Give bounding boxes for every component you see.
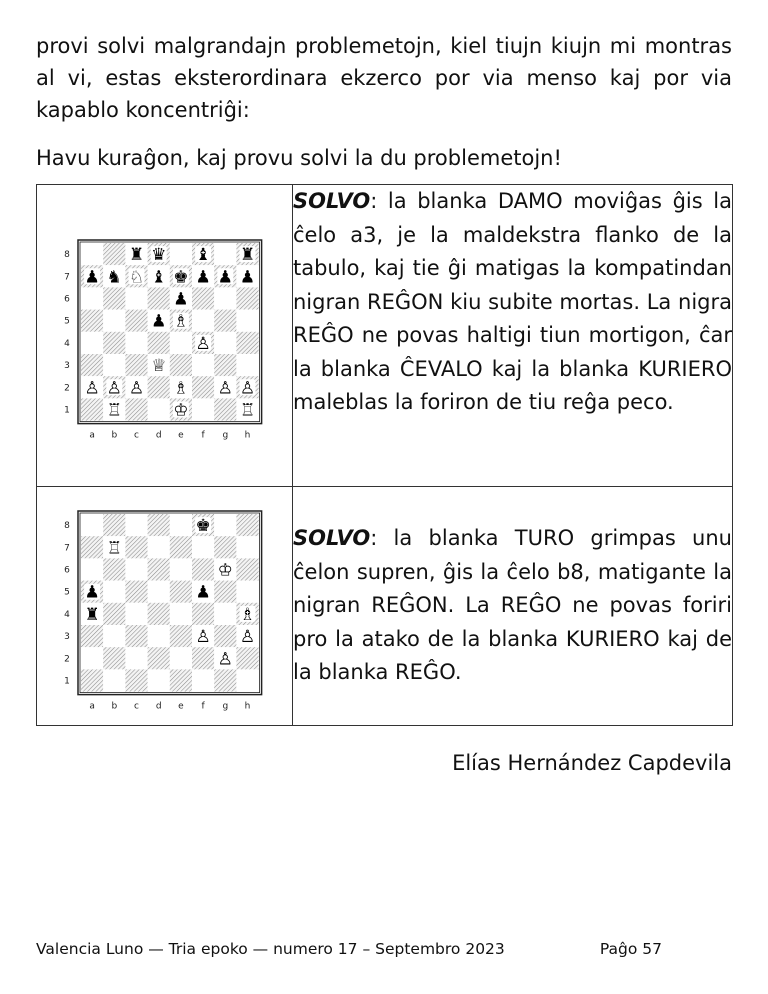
chess-piece-icon: ♟ [84, 582, 100, 603]
board-square [170, 581, 192, 603]
board-square [214, 603, 236, 625]
board-square [170, 558, 192, 580]
chess-board-2 [37, 487, 292, 712]
board-square [192, 536, 214, 558]
board-square [81, 669, 103, 691]
board-square [148, 287, 170, 309]
board-square [214, 354, 236, 376]
chess-piece-icon: ♚ [173, 267, 189, 288]
file-label: d [155, 701, 162, 712]
board-square [103, 332, 125, 354]
board-square [236, 332, 258, 354]
chess-piece-icon: ♙ [217, 378, 233, 399]
rank-label: 8 [64, 521, 70, 532]
chess-piece-icon: ♟ [173, 289, 189, 310]
page-footer [36, 938, 662, 960]
rank-label: 3 [64, 361, 70, 372]
board-square [214, 536, 236, 558]
chess-piece-icon: ♗ [239, 604, 256, 625]
board-square [214, 514, 236, 536]
board-square [148, 332, 170, 354]
chess-piece-icon: ♟ [217, 267, 233, 288]
chess-piece-icon: ♙ [195, 333, 211, 354]
chess-piece-icon: ♟ [195, 267, 211, 288]
board-square [236, 581, 258, 603]
chess-piece-icon: ♙ [106, 378, 122, 399]
file-label: g [222, 430, 229, 441]
footer-publication: Valencia Luno — Tria epoko — numero 17 – Septembro 2023 [36, 940, 505, 958]
problem-row-1 [37, 185, 733, 487]
board-square [192, 310, 214, 332]
rank-label: 4 [64, 609, 70, 620]
file-label: f [201, 701, 205, 712]
board-square [170, 625, 192, 647]
chess-piece-icon: ♙ [217, 649, 233, 670]
file-label: a [89, 701, 95, 712]
board-square [170, 514, 192, 536]
board-square [125, 398, 147, 420]
board-square [148, 581, 170, 603]
board-square [81, 310, 103, 332]
problems-table [36, 184, 733, 726]
board-square [148, 647, 170, 669]
board-square [148, 514, 170, 536]
board-square [125, 310, 147, 332]
board-square [148, 603, 170, 625]
board-square [103, 625, 125, 647]
board-square [125, 354, 147, 376]
board-square [148, 625, 170, 647]
board-square [125, 536, 147, 558]
problem-row-2 [37, 487, 733, 726]
rank-label: 2 [64, 383, 70, 394]
board-cell-2 [37, 487, 293, 726]
board-square [125, 603, 147, 625]
board-square [148, 536, 170, 558]
chess-piece-icon: ♙ [84, 378, 100, 399]
rank-label: 7 [64, 272, 70, 283]
board-square [192, 669, 214, 691]
intro-paragraph: provi solvi malgrandajn problemetojn, kiel tiujn kiujn mi montras al vi, estas eksterordinara ekzerco por via menso kaj por via kapablo koncentriĝi: [36, 34, 732, 122]
rank-label: 6 [64, 294, 70, 305]
board-square [103, 287, 125, 309]
file-label: h [244, 430, 251, 441]
file-label: h [244, 701, 251, 712]
intro-challenge: Havu kuraĝon, kaj provu solvi la du problemetojn! [36, 146, 562, 170]
chess-piece-icon: ♙ [239, 627, 256, 648]
board-square [81, 398, 103, 420]
chess-piece-icon: ♘ [128, 267, 145, 288]
file-label: c [134, 430, 139, 441]
board-square [103, 514, 125, 536]
board-square [81, 354, 103, 376]
board-square [81, 647, 103, 669]
board-square [81, 514, 103, 536]
chess-piece-icon: ♟ [195, 582, 211, 603]
board-square [214, 669, 236, 691]
chess-piece-icon: ♙ [195, 627, 211, 648]
file-label: d [155, 430, 162, 441]
file-label: a [89, 430, 95, 441]
board-square [192, 398, 214, 420]
rank-label: 5 [64, 587, 70, 598]
rank-label: 1 [64, 405, 70, 416]
board-square [103, 647, 125, 669]
board-square [170, 332, 192, 354]
chess-piece-icon: ♗ [173, 378, 189, 399]
chess-piece-icon: ♙ [128, 378, 145, 399]
file-label: e [178, 701, 184, 712]
solution-cell-1 [293, 185, 733, 487]
board-square [81, 243, 103, 265]
board-square [81, 287, 103, 309]
board-square [148, 376, 170, 398]
solution-cell-2 [293, 487, 733, 726]
solution-label-1: SOLVO [293, 189, 371, 213]
board-square [170, 536, 192, 558]
board-square [125, 647, 147, 669]
board-square [214, 625, 236, 647]
board-square [81, 332, 103, 354]
board-square [236, 514, 258, 536]
board-square [236, 558, 258, 580]
board-square [170, 603, 192, 625]
board-square [214, 332, 236, 354]
file-label: b [111, 430, 118, 441]
board-square [170, 354, 192, 376]
chess-piece-icon: ♔ [173, 400, 189, 421]
chess-piece-icon: ♝ [151, 267, 167, 288]
board-square [148, 669, 170, 691]
file-label: b [111, 701, 118, 712]
rank-label: 1 [64, 676, 70, 687]
rank-label: 5 [64, 316, 70, 327]
board-square [236, 669, 258, 691]
board-square [192, 354, 214, 376]
chess-piece-icon: ♚ [195, 516, 211, 537]
board-square [236, 354, 258, 376]
chess-piece-icon: ♛ [151, 245, 167, 266]
rank-label: 8 [64, 250, 70, 261]
board-square [103, 669, 125, 691]
file-label: f [201, 430, 205, 441]
rank-label: 2 [64, 654, 70, 665]
solution-1 [293, 185, 732, 420]
rank-label: 6 [64, 565, 70, 576]
chess-piece-icon: ♜ [128, 245, 145, 266]
board-square [103, 558, 125, 580]
file-label: e [178, 430, 184, 441]
board-square [125, 581, 147, 603]
board-square [192, 558, 214, 580]
file-label: c [134, 701, 139, 712]
board-square [192, 603, 214, 625]
board-square [103, 243, 125, 265]
board-square [81, 536, 103, 558]
board-square [214, 243, 236, 265]
chess-piece-icon: ♖ [106, 400, 122, 421]
chess-piece-icon: ♟ [84, 267, 100, 288]
board-square [81, 625, 103, 647]
chess-piece-icon: ♖ [106, 538, 122, 559]
chess-piece-icon: ♞ [106, 267, 122, 288]
solution-2 [293, 522, 732, 690]
solution-text-1: : la blanka DAMO moviĝas ĝis la ĉelo a3, je la maldekstra flanko de la tabulo, kaj tie ĝi matigas la kompatindan nigran REĜON kiu subite mortas. La nigra REĜO ne povas haltigi tiun mortigon, ĉar la blanka ĈEVALO kaj la blanka KURIERO maleblas la foriron de tiu reĝa peco. [293, 189, 732, 414]
solution-text-2: : la blanka TURO grimpas unu ĉelon supren, ĝis la ĉelo b8, matigante la nigran REĜON. La REĜO ne povas foriri pro la atako de la blanka KURIERO kaj de la blanka REĜO. [293, 526, 732, 685]
board-square [236, 536, 258, 558]
solution-label-2: SOLVO [293, 526, 371, 551]
chess-piece-icon: ♙ [239, 378, 256, 399]
chess-piece-icon: ♖ [239, 400, 256, 421]
chess-piece-icon: ♜ [239, 245, 256, 266]
board-square [148, 558, 170, 580]
rank-label: 3 [64, 632, 70, 643]
chess-board-1 [37, 185, 292, 441]
chess-piece-icon: ♟ [239, 267, 256, 288]
board-square [192, 287, 214, 309]
file-label: g [222, 701, 229, 712]
board-square [170, 669, 192, 691]
chess-piece-icon: ♜ [84, 604, 100, 625]
chess-piece-icon: ♕ [151, 356, 167, 377]
rank-label: 4 [64, 338, 70, 349]
author-name: Elías Hernández Capdevila [452, 751, 732, 775]
board-square [214, 398, 236, 420]
board-square [125, 669, 147, 691]
board-square [192, 647, 214, 669]
footer-page-number: Paĝo 57 [599, 940, 662, 958]
board-square [214, 310, 236, 332]
board-square [214, 581, 236, 603]
board-square [125, 514, 147, 536]
board-square [236, 287, 258, 309]
board-square [236, 310, 258, 332]
board-square [214, 287, 236, 309]
board-square [125, 558, 147, 580]
board-square [103, 603, 125, 625]
board-square [236, 647, 258, 669]
rank-label: 7 [64, 543, 70, 554]
board-square [103, 354, 125, 376]
chess-piece-icon: ♝ [195, 245, 211, 266]
board-cell-1 [37, 185, 293, 487]
board-square [170, 647, 192, 669]
board-square [103, 581, 125, 603]
board-square [148, 398, 170, 420]
chess-piece-icon: ♟ [151, 311, 167, 332]
chess-piece-icon: ♗ [173, 311, 189, 332]
board-square [170, 243, 192, 265]
board-square [103, 310, 125, 332]
board-square [125, 625, 147, 647]
board-square [125, 332, 147, 354]
chess-piece-icon: ♔ [217, 560, 233, 581]
board-square [81, 558, 103, 580]
board-square [192, 376, 214, 398]
board-square [125, 287, 147, 309]
